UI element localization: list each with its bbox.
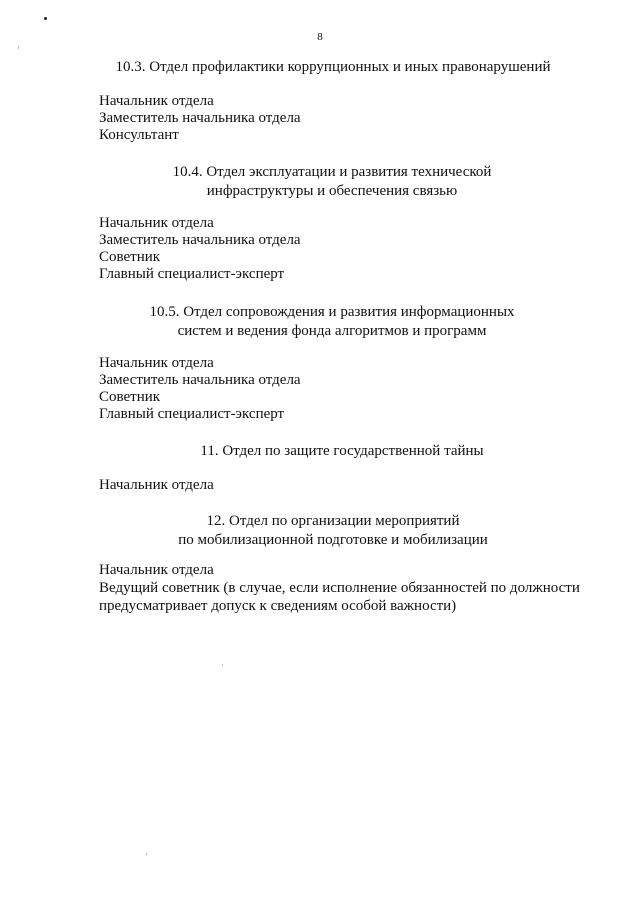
position-item: Начальник отдела bbox=[99, 355, 214, 371]
section-heading bbox=[0, 442, 640, 461]
page-number: 8 bbox=[317, 31, 323, 43]
position-item: Заместитель начальника отдела bbox=[99, 372, 301, 388]
position-item: Заместитель начальника отдела bbox=[99, 232, 301, 248]
position-item: Заместитель начальника отдела bbox=[99, 110, 301, 126]
section-10-4 bbox=[0, 163, 640, 201]
position-note-line: предусматривает допуск к сведениям особой важности) bbox=[99, 598, 457, 614]
section-heading bbox=[0, 512, 640, 550]
position-item: Главный специалист-эксперт bbox=[99, 266, 285, 282]
section-heading bbox=[0, 163, 640, 201]
scan-mark bbox=[146, 853, 147, 855]
section-12 bbox=[0, 512, 640, 550]
heading-line: 12. Отдел по организации мероприятий bbox=[206, 513, 460, 529]
heading-line: 10.5. Отдел сопровождения и развития информационных bbox=[149, 304, 515, 320]
position-item: Советник bbox=[99, 249, 161, 265]
position-note-line: Ведущий советник (в случае, если исполнение обязанностей по должности bbox=[99, 580, 580, 596]
scan-mark bbox=[18, 46, 19, 49]
scan-speck bbox=[44, 17, 47, 20]
position-item: Начальник отдела bbox=[99, 215, 214, 231]
position-item: Советник bbox=[99, 389, 161, 405]
position-item: Консультант bbox=[99, 127, 179, 143]
section-heading bbox=[0, 58, 640, 77]
heading-line: 10.3. Отдел профилактики коррупционных и иных правонарушений bbox=[115, 59, 551, 75]
scan-mark bbox=[222, 664, 223, 666]
heading-line: систем и ведения фонда алгоритмов и программ bbox=[177, 323, 487, 339]
section-10-5 bbox=[0, 303, 640, 341]
heading-line: 11. Отдел по защите государственной тайны bbox=[200, 443, 484, 459]
section-heading bbox=[0, 303, 640, 341]
heading-line: 10.4. Отдел эксплуатации и развития технической bbox=[172, 164, 492, 180]
position-note bbox=[99, 579, 599, 615]
position-item: Начальник отдела bbox=[99, 93, 214, 109]
section-11 bbox=[0, 442, 640, 461]
position-item: Начальник отдела bbox=[99, 477, 214, 493]
section-10-3 bbox=[0, 58, 640, 77]
position-item: Главный специалист-эксперт bbox=[99, 406, 285, 422]
heading-line: инфраструктуры и обеспечения связью bbox=[206, 183, 458, 199]
heading-line: по мобилизационной подготовке и мобилизации bbox=[178, 532, 488, 548]
position-item: Начальник отдела bbox=[99, 562, 214, 578]
